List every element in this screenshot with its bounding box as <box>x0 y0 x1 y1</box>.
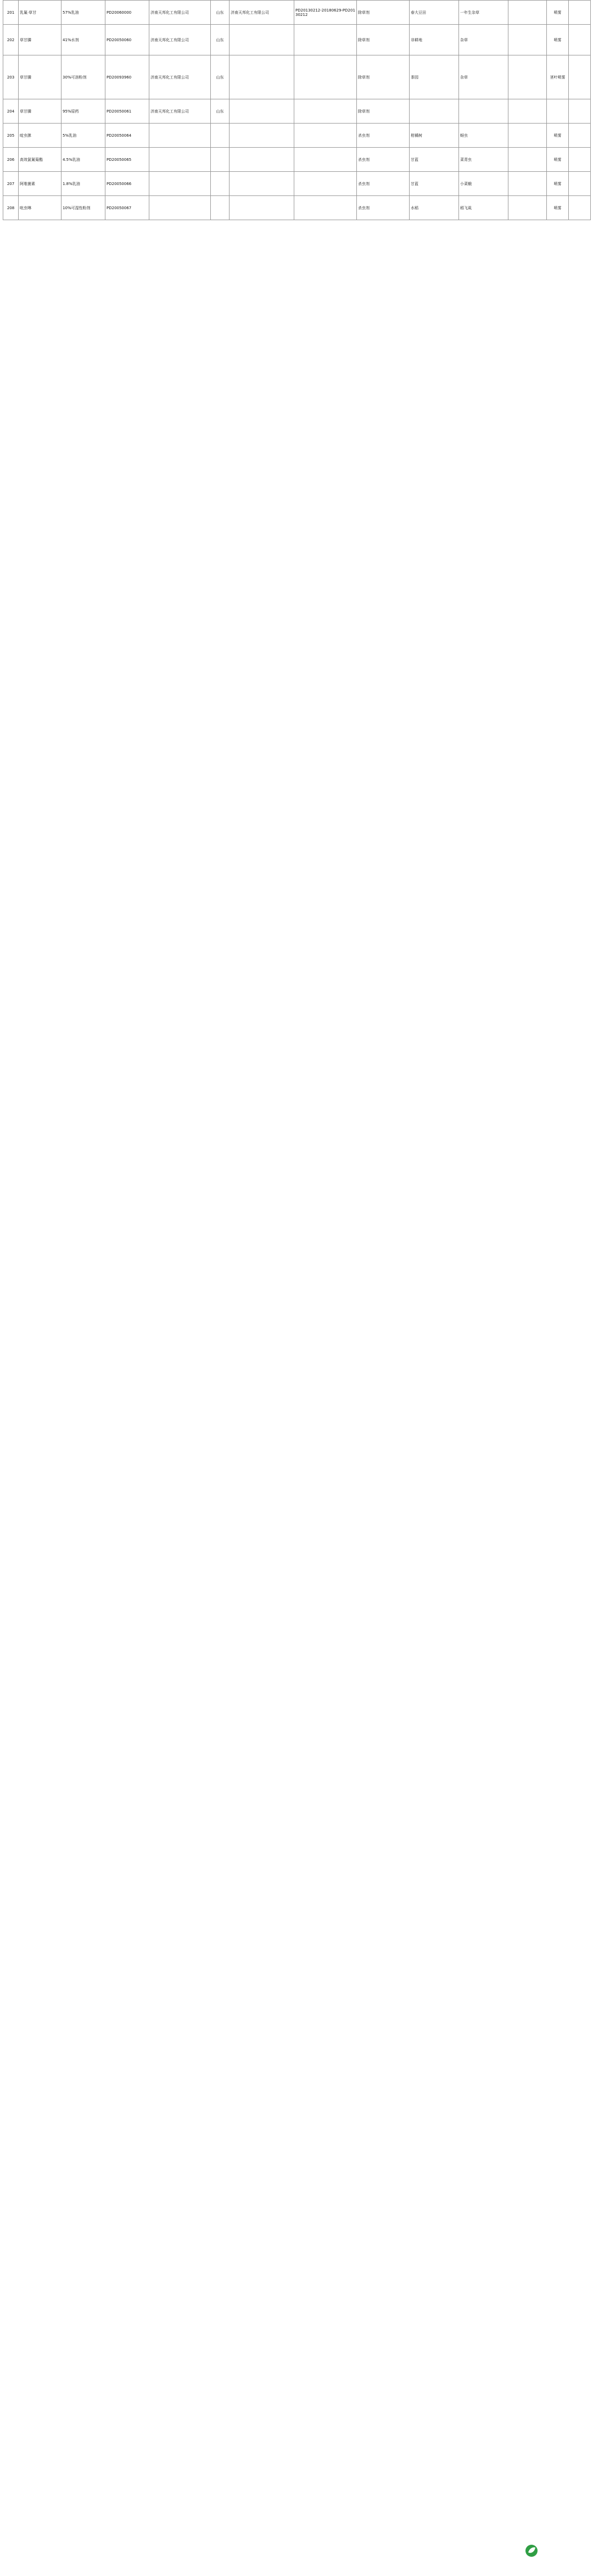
pesticide-registration-table <box>3 0 591 220</box>
cell-target <box>459 99 508 124</box>
cell-co <box>149 196 211 220</box>
table-row <box>3 172 591 196</box>
cell-type: 除草剂 <box>357 25 410 55</box>
cell-note <box>569 1 591 25</box>
cell-dose <box>508 124 547 148</box>
cell-code <box>294 55 357 99</box>
cell-prov: 山东 <box>211 25 230 55</box>
cell-crop: 非耕地 <box>410 25 459 55</box>
table-row <box>3 99 591 124</box>
cell-target: 小菜蛾 <box>459 172 508 196</box>
cell-crop: 柑橘树 <box>410 124 459 148</box>
watermark <box>524 2536 589 2572</box>
cell-content: 57%乳油 <box>61 1 105 25</box>
cell-code <box>294 25 357 55</box>
cell-co: 济南天邦化工有限公司 <box>149 1 211 25</box>
cell-crop: 水稻 <box>410 196 459 220</box>
cell-reg: PD20050065 <box>105 148 149 172</box>
cell-sub: 济南天邦化工有限公司 <box>230 1 294 25</box>
cell-content: 4.5%乳油 <box>61 148 105 172</box>
cell-no: 202 <box>3 25 19 55</box>
cell-no: 201 <box>3 1 19 25</box>
cell-sub <box>230 172 294 196</box>
cell-code <box>294 124 357 148</box>
cell-crop: 甘蓝 <box>410 148 459 172</box>
table-row <box>3 196 591 220</box>
cell-content: 95%原药 <box>61 99 105 124</box>
cell-dose <box>508 172 547 196</box>
cell-reg: PD20050067 <box>105 196 149 220</box>
cell-code <box>294 99 357 124</box>
cell-sub <box>230 25 294 55</box>
table-row <box>3 124 591 148</box>
cell-prov: 山东 <box>211 55 230 99</box>
cell-reg: PD20050064 <box>105 124 149 148</box>
cell-type: 除草剂 <box>357 99 410 124</box>
cell-name: 吡虫啉 <box>19 196 61 220</box>
cell-note <box>569 196 591 220</box>
cell-co: 济南天邦化工有限公司 <box>149 55 211 99</box>
cell-dose <box>508 99 547 124</box>
cell-content: 41%水剂 <box>61 25 105 55</box>
cell-name: 草甘膦 <box>19 99 61 124</box>
cell-note <box>569 124 591 148</box>
cell-sub <box>230 196 294 220</box>
cell-crop: 春大豆田 <box>410 1 459 25</box>
cell-no: 203 <box>3 55 19 99</box>
cell-name: 草甘膦 <box>19 55 61 99</box>
cell-crop: 甘蓝 <box>410 172 459 196</box>
cell-sub <box>230 148 294 172</box>
cell-co: 济南天邦化工有限公司 <box>149 99 211 124</box>
cell-target: 一年生杂草 <box>459 1 508 25</box>
table-row <box>3 148 591 172</box>
cell-method: 喷雾 <box>547 148 569 172</box>
cell-name: 草甘膦 <box>19 25 61 55</box>
cell-no: 206 <box>3 148 19 172</box>
cell-code <box>294 172 357 196</box>
cell-prov <box>211 124 230 148</box>
cell-code <box>294 148 357 172</box>
cell-method: 喷雾 <box>547 196 569 220</box>
cell-type: 杀虫剂 <box>357 172 410 196</box>
cell-content: 1.8%乳油 <box>61 172 105 196</box>
cell-name: 高效氯氰菊酯 <box>19 148 61 172</box>
cell-target: 杂草 <box>459 55 508 99</box>
cell-co <box>149 124 211 148</box>
cell-method: 茎叶喷雾 <box>547 55 569 99</box>
cell-co <box>149 148 211 172</box>
cell-dose <box>508 196 547 220</box>
cell-content: 10%可湿性粉剂 <box>61 196 105 220</box>
cell-co: 济南天邦化工有限公司 <box>149 25 211 55</box>
cell-method: 喷雾 <box>547 25 569 55</box>
cell-type: 杀虫剂 <box>357 148 410 172</box>
cell-content: 30%可溶粉剂 <box>61 55 105 99</box>
cell-dose <box>508 1 547 25</box>
cell-dose <box>508 148 547 172</box>
cell-prov <box>211 148 230 172</box>
cell-type: 杀虫剂 <box>357 124 410 148</box>
cell-sub <box>230 124 294 148</box>
cell-no: 208 <box>3 196 19 220</box>
cell-method <box>547 99 569 124</box>
table-row <box>3 55 591 99</box>
cell-method: 喷雾 <box>547 124 569 148</box>
table-row <box>3 1 591 25</box>
cell-target: 稻飞虱 <box>459 196 508 220</box>
cell-code: PD20130212-20180629-PD20130212 <box>294 1 357 25</box>
cell-crop <box>410 99 459 124</box>
cell-name: 阿维菌素 <box>19 172 61 196</box>
cell-reg: PD20093960 <box>105 55 149 99</box>
cell-prov: 山东 <box>211 99 230 124</box>
cell-co <box>149 172 211 196</box>
cell-target: 蚜虫 <box>459 124 508 148</box>
cell-dose <box>508 25 547 55</box>
cell-code <box>294 196 357 220</box>
cell-prov: 山东 <box>211 1 230 25</box>
cell-type: 杀虫剂 <box>357 196 410 220</box>
cell-no: 205 <box>3 124 19 148</box>
cell-reg: PD20050060 <box>105 25 149 55</box>
cell-reg: PD20050066 <box>105 172 149 196</box>
table-body <box>3 1 591 220</box>
cell-target: 菜青虫 <box>459 148 508 172</box>
cell-crop: 茶园 <box>410 55 459 99</box>
cell-note <box>569 148 591 172</box>
table-row <box>3 25 591 55</box>
cell-sub <box>230 99 294 124</box>
cell-name: 啶虫脒 <box>19 124 61 148</box>
cell-type: 除草剂 <box>357 55 410 99</box>
cell-note <box>569 172 591 196</box>
cell-name: 乳氟·草甘 <box>19 1 61 25</box>
cell-note <box>569 25 591 55</box>
cell-prov <box>211 196 230 220</box>
cell-no: 204 <box>3 99 19 124</box>
cell-dose <box>508 55 547 99</box>
cell-note <box>569 55 591 99</box>
leaf-logo-icon <box>525 2544 538 2557</box>
cell-type: 除草剂 <box>357 1 410 25</box>
cell-reg: PD20060000 <box>105 1 149 25</box>
cell-note <box>569 99 591 124</box>
cell-target: 杂草 <box>459 25 508 55</box>
cell-prov <box>211 172 230 196</box>
cell-method: 喷雾 <box>547 172 569 196</box>
cell-no: 207 <box>3 172 19 196</box>
cell-reg: PD20050061 <box>105 99 149 124</box>
cell-method: 喷雾 <box>547 1 569 25</box>
cell-sub <box>230 55 294 99</box>
cell-content: 5%乳油 <box>61 124 105 148</box>
